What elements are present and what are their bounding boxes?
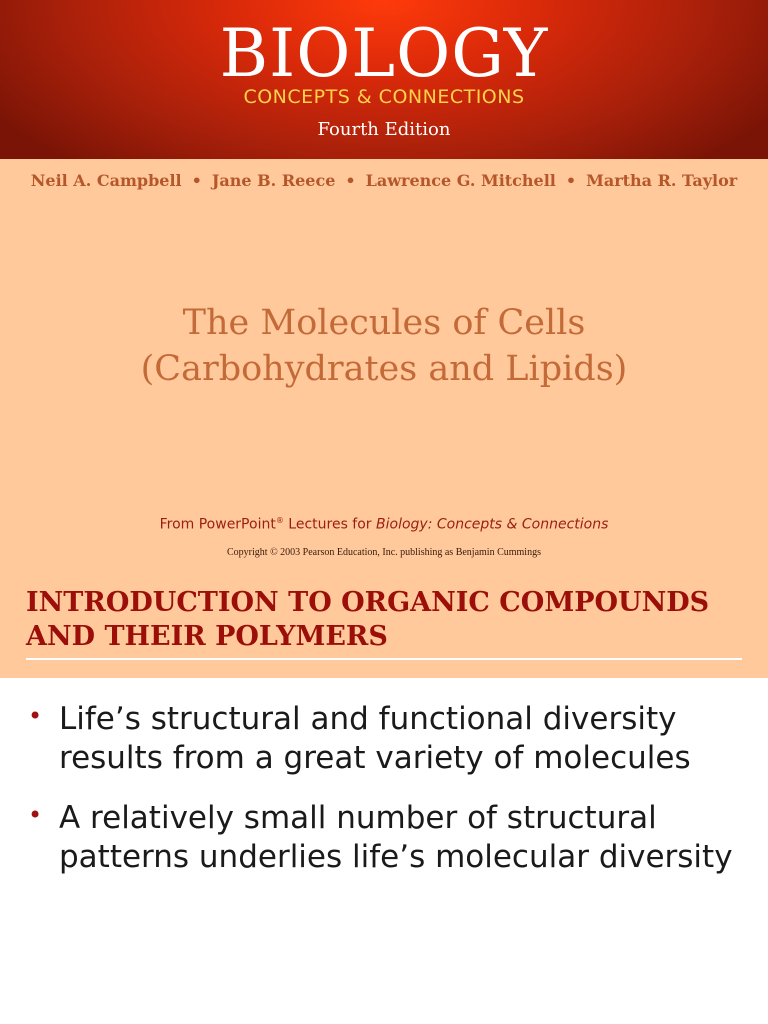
author-name: Neil A. Campbell	[30, 171, 182, 190]
author-separator: •	[191, 171, 202, 190]
bullet-text: A relatively small number of structural patterns underlies life’s molecular diversity	[59, 800, 733, 875]
registered-mark: ®	[275, 516, 284, 525]
source-credit	[0, 516, 768, 533]
section-heading	[26, 586, 748, 654]
bullet-icon: •	[28, 702, 43, 730]
author-separator: •	[345, 171, 356, 190]
book-subtitle: CONCEPTS & CONNECTIONS	[243, 86, 525, 108]
lecture-title	[0, 300, 768, 392]
copyright-notice: Copyright © 2003 Pearson Education, Inc. publishing as Benjamin Cummings	[227, 547, 541, 558]
bullet-item	[28, 700, 738, 778]
book-edition: Fourth Edition	[317, 119, 451, 140]
section-heading-line: INTRODUCTION TO ORGANIC COMPOUNDS	[26, 587, 710, 618]
section-heading-line: AND THEIR POLYMERS	[26, 621, 388, 652]
heading-divider	[26, 658, 742, 660]
title-banner	[0, 0, 768, 159]
book-title: BIOLOGY	[219, 15, 549, 92]
bullet-text: Life’s structural and functional diversity results from a great variety of molecules	[59, 701, 691, 776]
author-separator: •	[565, 171, 577, 190]
author-name: Martha R. Taylor	[586, 171, 738, 190]
author-name: Jane B. Reece	[211, 171, 336, 190]
lecture-title-line: (Carbohydrates and Lipids)	[140, 349, 628, 389]
author-name: Lawrence G. Mitchell	[365, 171, 556, 190]
author-list	[20, 171, 748, 191]
source-book-title: Biology: Concepts & Connections	[376, 516, 609, 533]
bullet-list	[28, 700, 738, 898]
bullet-icon: •	[28, 801, 43, 829]
lecture-title-line: The Molecules of Cells	[182, 303, 586, 343]
source-middle: Lectures for	[283, 516, 377, 533]
bullet-item	[28, 799, 738, 877]
source-prefix: From PowerPoint	[159, 516, 276, 533]
